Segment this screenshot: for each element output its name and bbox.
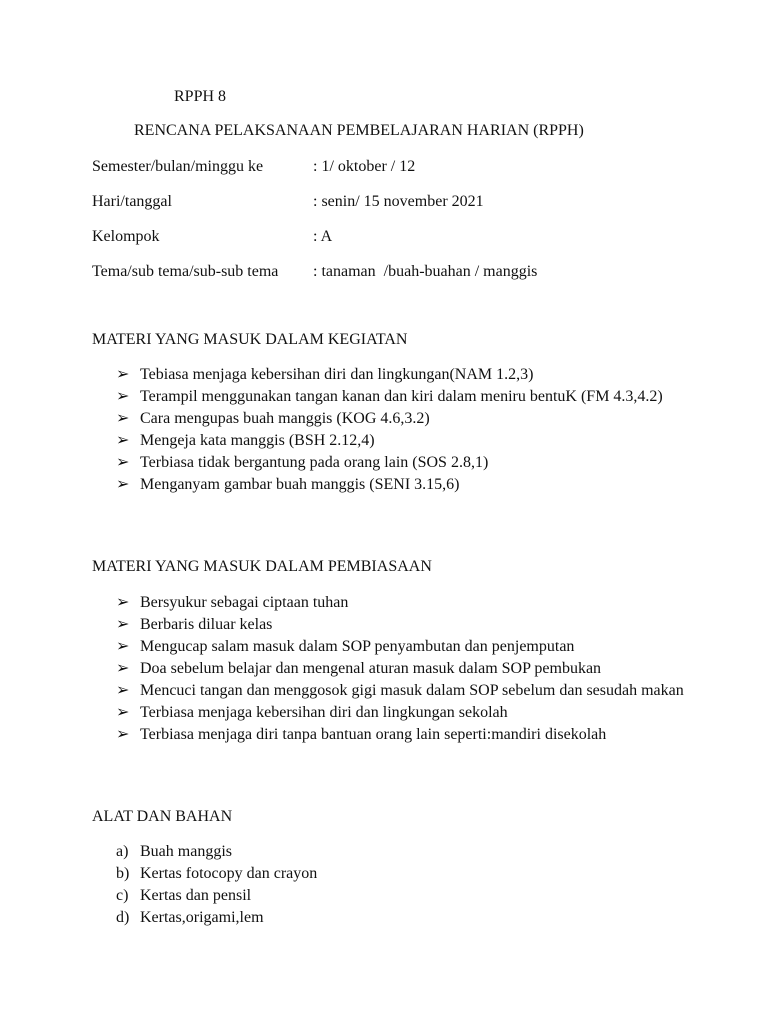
list-item: ➢ Bersyukur sebagai ciptaan tuhan [92, 592, 720, 614]
list-item: b) Kertas fotocopy dan crayon [116, 865, 318, 882]
pembiasaan-list [92, 592, 720, 746]
bullet-arrow-icon: ➢ [116, 726, 130, 743]
list-item: ➢ Tebiasa menjaga kebersihan diri dan lingkungan(NAM 1.2,3) [92, 364, 720, 386]
info-value-theme: : tanaman /buah-buahan / manggis [313, 263, 538, 280]
section-heading-pembiasaan: MATERI YANG MASUK DALAM PEMBIASAAN [92, 558, 432, 575]
list-item: ➢ Terbiasa menjaga diri tanpa bantuan orang lain seperti:mandiri disekolah [92, 724, 720, 746]
list-item: d) Kertas,origami,lem [116, 909, 264, 926]
info-value-group: : A [313, 228, 333, 245]
section-heading-kegiatan: MATERI YANG MASUK DALAM KEGIATAN [92, 331, 408, 348]
list-item: ➢ Terbiasa menjaga kebersihan diri dan lingkungan sekolah [92, 702, 720, 724]
bullet-arrow-icon: ➢ [116, 454, 130, 471]
info-label-semester: Semester/bulan/minggu ke [92, 158, 264, 175]
section-heading-alat: ALAT DAN BAHAN [92, 808, 233, 825]
alat-list [92, 841, 720, 929]
list-item: ➢ Terbiasa tidak bergantung pada orang lain (SOS 2.8,1) [92, 452, 720, 474]
document-id: RPPH 8 [174, 88, 227, 105]
list-item: ➢ Cara mengupas buah manggis (KOG 4.6,3.2) [92, 408, 720, 430]
bullet-arrow-icon: ➢ [116, 594, 130, 611]
bullet-arrow-icon: ➢ [116, 660, 130, 677]
info-value-date: : senin/ 15 november 2021 [313, 193, 484, 210]
bullet-arrow-icon: ➢ [116, 476, 130, 493]
bullet-arrow-icon: ➢ [116, 410, 130, 427]
list-item: ➢ Menganyam gambar buah manggis (SENI 3.15,6) [92, 474, 720, 496]
bullet-arrow-icon: ➢ [116, 388, 130, 405]
list-item: ➢ Doa sebelum belajar dan mengenal aturan masuk dalam SOP pembukan [92, 658, 720, 680]
info-label-date: Hari/tanggal [92, 193, 172, 210]
list-item: ➢ Berbaris diluar kelas [92, 614, 720, 636]
list-item: ➢ Mencuci tangan dan menggosok gigi masuk dalam SOP sebelum dan sesudah makan [92, 680, 720, 702]
list-item: ➢ Terampil menggunakan tangan kanan dan kiri dalam meniru bentuK (FM 4.3,4.2) [92, 386, 720, 408]
kegiatan-list [92, 364, 720, 496]
list-item: ➢ Mengeja kata manggis (BSH 2.12,4) [92, 430, 720, 452]
bullet-arrow-icon: ➢ [116, 638, 130, 655]
bullet-arrow-icon: ➢ [116, 432, 130, 449]
bullet-arrow-icon: ➢ [116, 366, 130, 383]
list-item: c) Kertas dan pensil [116, 887, 252, 904]
list-item: ➢ Mengucap salam masuk dalam SOP penyambutan dan penjemputan [92, 636, 720, 658]
list-item: a) Buah manggis [116, 843, 232, 860]
document-title: RENCANA PELAKSANAAN PEMBELAJARAN HARIAN (RPPH) [134, 122, 584, 139]
bullet-arrow-icon: ➢ [116, 704, 130, 721]
info-value-semester: : 1/ oktober / 12 [313, 158, 416, 175]
info-label-theme: Tema/sub tema/sub-sub tema [92, 263, 279, 280]
info-label-group: Kelompok [92, 228, 160, 245]
bullet-arrow-icon: ➢ [116, 682, 130, 699]
bullet-arrow-icon: ➢ [116, 616, 130, 633]
